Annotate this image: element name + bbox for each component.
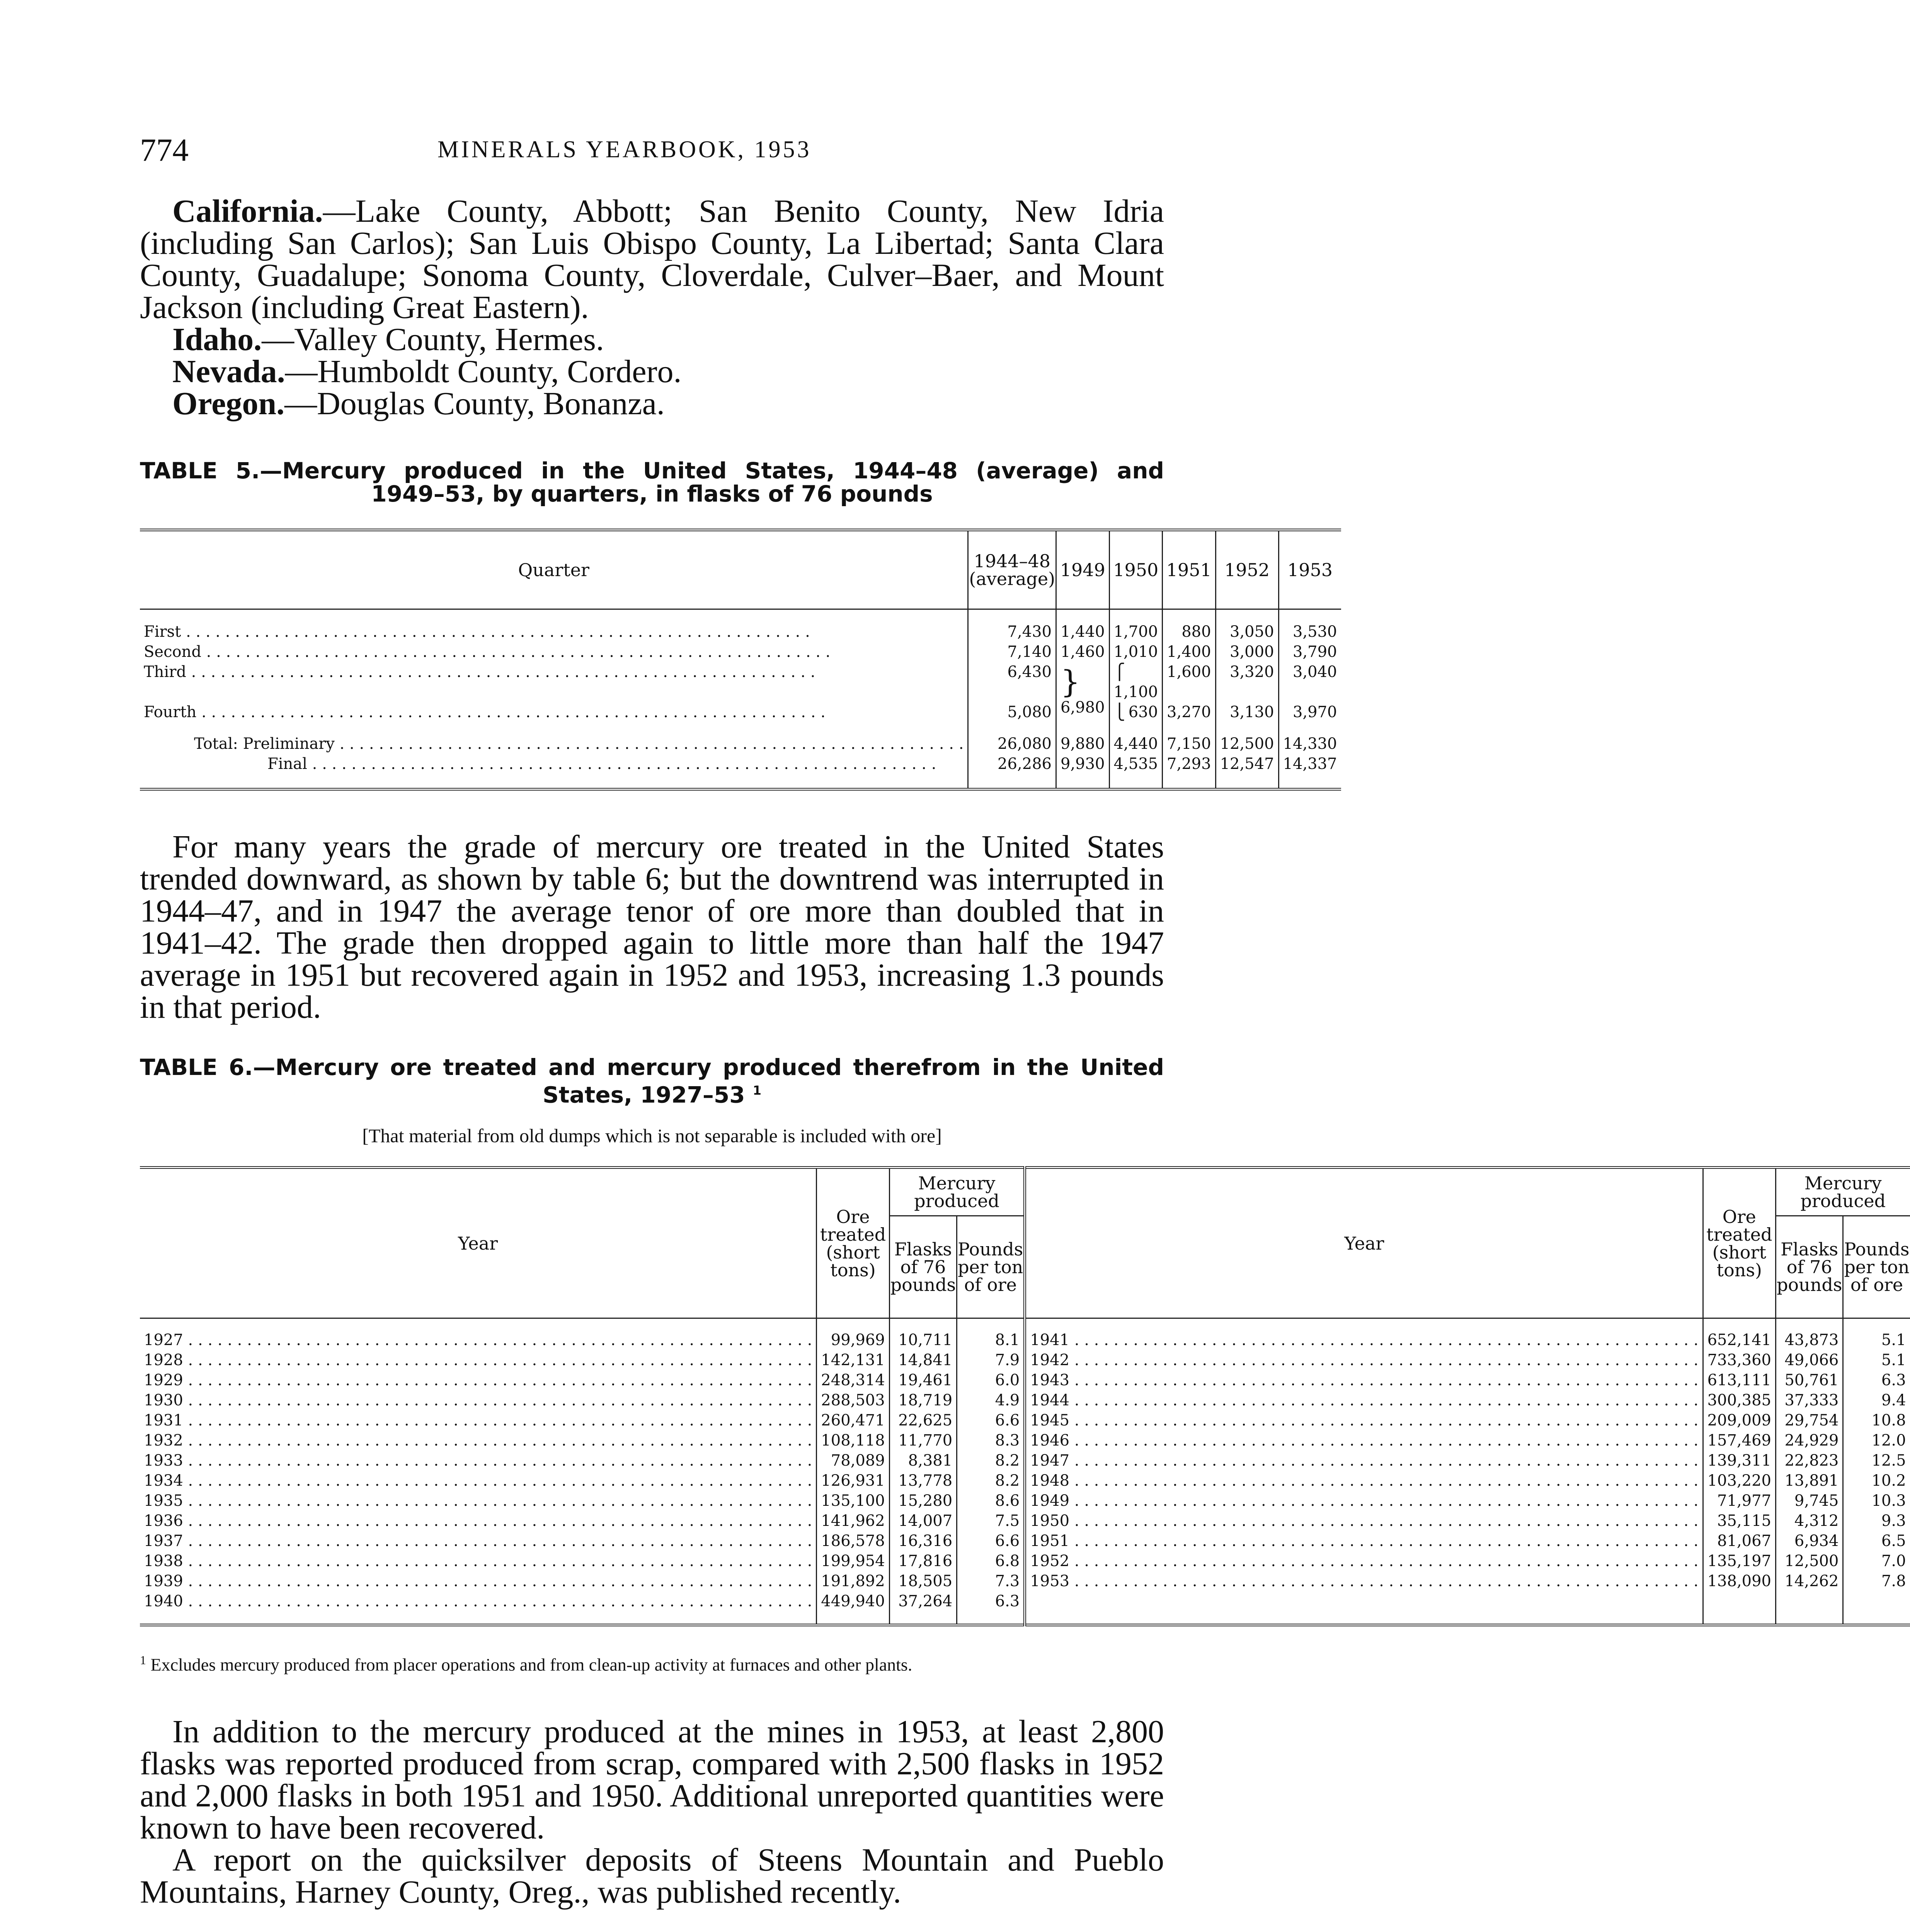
flasks-cell: 4,312 — [1776, 1511, 1843, 1531]
year-cell: 1937 . . . — [140, 1531, 817, 1551]
table6-subtitle: [That material from old dumps which is not separable is included with ore] — [362, 1125, 942, 1146]
brace-icon: ⎩ — [1113, 703, 1125, 721]
ore-cell: 99,969 — [817, 1330, 889, 1350]
year-cell: 1935 . . . — [140, 1491, 817, 1511]
table-row: Fourth . . . 5,080 ⎩ 630 3,270 3,130 3,970 — [140, 702, 1341, 722]
year-cell: 1950 . . . — [1025, 1511, 1703, 1531]
year-cell: 1934 . . . — [140, 1471, 817, 1491]
table-row — [140, 1471, 1910, 1491]
flasks-cell: 43,873 — [1776, 1330, 1843, 1350]
ore-cell: 139,311 — [1703, 1451, 1776, 1471]
year-cell: 1952 . . . — [1025, 1551, 1703, 1571]
pounds-cell: 8.3 — [957, 1430, 1025, 1451]
running-head — [140, 131, 1164, 174]
pounds-cell: 7.9 — [957, 1350, 1025, 1370]
book-title: MINERALS YEARBOOK, 1953 — [437, 136, 812, 163]
ore-cell: 613,111 — [1703, 1370, 1776, 1390]
table5-header-1951: 1951 — [1163, 530, 1216, 609]
ore-cell: 135,197 — [1703, 1551, 1776, 1571]
table-row: Total: Preliminary . . . 26,080 9,880 4,440 7,150 12,500 14,330 — [140, 734, 1341, 754]
year-cell: 1929 . . . — [140, 1370, 817, 1390]
year-cell: 1951 . . . — [1025, 1531, 1703, 1551]
pounds-cell: 8.2 — [957, 1471, 1025, 1491]
flasks-cell: 12,500 — [1776, 1551, 1843, 1571]
year-cell: 1948 . . . — [1025, 1471, 1703, 1491]
flasks-cell: 50,761 — [1776, 1370, 1843, 1390]
pounds-cell: 4.9 — [957, 1390, 1025, 1410]
year-cell: 1927 . . . — [140, 1330, 817, 1350]
flasks-cell — [1776, 1591, 1843, 1611]
flasks-cell: 24,929 — [1776, 1430, 1843, 1451]
paragraph-grade-trend: For many years the grade of mercury ore treated in the United States trended downward, as shown by table 6; but the downtrend was interrupted in 1944–47, and in 1947 the average tenor of ore more than doubled that in 1941–42. The grade then dropped again to little more than half the 1947 average in 1951 but recovered again in 1952 and 1953, increasing 1.3 pounds in that period. — [140, 829, 1164, 1025]
pounds-cell: 12.5 — [1871, 1451, 1906, 1469]
table-row — [140, 1451, 1910, 1471]
ore-cell: 138,090 — [1703, 1571, 1776, 1591]
table5-header-1952: 1952 — [1215, 530, 1278, 609]
year-cell: 1953 . . . — [1025, 1571, 1703, 1591]
flasks-cell: 37,264 — [889, 1591, 957, 1611]
pounds-cell: 7.5 — [957, 1511, 1025, 1531]
flasks-cell: 15,280 — [889, 1491, 957, 1511]
flasks-cell: 14,262 — [1776, 1571, 1843, 1591]
pounds-cell: 10.8 — [1871, 1411, 1906, 1429]
ore-cell: 142,131 — [817, 1350, 889, 1370]
year-cell: 1942 . . . — [1025, 1350, 1703, 1370]
flasks-cell: 18,505 — [889, 1571, 957, 1591]
table-row — [140, 1390, 1910, 1410]
pounds-cell: 8.1 — [957, 1330, 1025, 1350]
ore-cell: 71,977 — [1703, 1491, 1776, 1511]
table6-header-ore-left: Ore treated (short tons) — [817, 1168, 889, 1318]
year-cell: 1940 . . . — [140, 1591, 817, 1611]
table-row — [140, 1350, 1910, 1370]
year-cell: 1949 . . . — [1025, 1491, 1703, 1511]
flasks-cell: 13,778 — [889, 1471, 957, 1491]
pounds-cell: 8.6 — [957, 1491, 1025, 1511]
ore-cell: 135,100 — [817, 1491, 889, 1511]
table5-header-quarter: Quarter — [140, 530, 968, 609]
year-cell: 1936 . . . — [140, 1511, 817, 1531]
pounds-cell: 9.3 — [1881, 1512, 1906, 1530]
ore-cell: 733,360 — [1703, 1350, 1776, 1370]
year-cell: 1928 . . . — [140, 1350, 817, 1370]
pounds-cell — [1843, 1591, 1910, 1611]
table-row — [140, 1591, 1910, 1611]
ore-cell: 141,962 — [817, 1511, 889, 1531]
flasks-cell: 37,333 — [1776, 1390, 1843, 1410]
ore-cell: 81,067 — [1703, 1531, 1776, 1551]
table-row — [140, 1551, 1910, 1571]
table-row: Final . . . 26,286 9,930 4,535 7,293 12,547 14,337 — [140, 754, 1341, 774]
brace-icon: ⎧ — [1113, 663, 1125, 681]
year-cell: 1945 . . . — [1025, 1410, 1703, 1430]
flasks-cell: 22,823 — [1776, 1451, 1843, 1471]
ore-cell: 126,931 — [817, 1471, 889, 1491]
table5 — [140, 529, 1341, 791]
pounds-cell: 6.8 — [957, 1551, 1025, 1571]
table-row: Second . . . 7,140 1,460 1,010 1,400 3,000 3,790 — [140, 642, 1341, 662]
table5-header-avg: 1944–48 (average) — [968, 530, 1056, 609]
table-row — [140, 1571, 1910, 1591]
mine-list-idaho: Idaho.—Valley County, Hermes. — [172, 321, 604, 357]
flasks-cell: 8,381 — [889, 1451, 957, 1471]
table6-body — [140, 1318, 1910, 1625]
flasks-cell: 22,625 — [889, 1410, 957, 1430]
paragraph-scrap: In addition to the mercury produced at the mines in 1953, at least 2,800 flasks was reported produced from scrap, compared with 2,500 flasks in 1952 and 2,000 flasks in both 1951 and 1950. Additional unreported quantities were known to have been recovered. — [140, 1714, 1164, 1846]
flasks-cell: 11,770 — [889, 1430, 957, 1451]
pounds-cell: 6.5 — [1881, 1532, 1906, 1550]
mine-list — [140, 195, 1164, 420]
table-row — [140, 1410, 1910, 1430]
year-cell: 1946 . . . — [1025, 1430, 1703, 1451]
pounds-cell: 7.3 — [957, 1571, 1025, 1591]
year-cell: 1933 . . . — [140, 1451, 817, 1471]
flasks-cell: 16,316 — [889, 1531, 957, 1551]
year-cell: 1941 . . . — [1025, 1330, 1703, 1350]
pounds-cell: 6.3 — [957, 1591, 1025, 1611]
year-cell: 1939 . . . — [140, 1571, 817, 1591]
ore-cell: 78,089 — [817, 1451, 889, 1471]
pounds-cell: 6.6 — [957, 1410, 1025, 1430]
table-row — [140, 1511, 1910, 1531]
table6-header-ore-right: Ore treated (short tons) — [1703, 1168, 1776, 1318]
year-cell: 1938 . . . — [140, 1551, 817, 1571]
year-cell — [1025, 1591, 1703, 1611]
flasks-cell: 14,007 — [889, 1511, 957, 1531]
table6-header-mercury-left: Mercury produced — [889, 1168, 1025, 1216]
flasks-cell: 14,841 — [889, 1350, 957, 1370]
ore-cell: 199,954 — [817, 1551, 889, 1571]
table-row — [140, 1491, 1910, 1511]
pounds-cell: 9.4 — [1881, 1391, 1906, 1409]
flasks-cell: 17,816 — [889, 1551, 957, 1571]
ore-cell: 186,578 — [817, 1531, 889, 1551]
flasks-cell: 10,711 — [889, 1330, 957, 1350]
ore-cell: 191,892 — [817, 1571, 889, 1591]
ore-cell: 209,009 — [1703, 1410, 1776, 1430]
year-cell: 1932 . . . — [140, 1430, 817, 1451]
ore-cell: 300,385 — [1703, 1390, 1776, 1410]
ore-cell: 248,314 — [817, 1370, 889, 1390]
page-number: 774 — [140, 132, 189, 168]
table6-header-pounds-right: Pounds per ton of ore — [1844, 1239, 1910, 1295]
ore-cell: 103,220 — [1703, 1471, 1776, 1491]
mine-list-oregon: Oregon.—Douglas County, Bonanza. — [172, 386, 665, 422]
table6 — [140, 1166, 1910, 1626]
flasks-cell: 19,461 — [889, 1370, 957, 1390]
ore-cell: 35,115 — [1703, 1511, 1776, 1531]
year-cell: 1931 . . . — [140, 1410, 817, 1430]
footnote-ref: 1 — [752, 1083, 762, 1098]
table5-title: TABLE 5.—Mercury produced in the United States, 1944–48 (average) and 1949–53, by quarters, in flasks of 76 pounds — [140, 457, 1164, 507]
flasks-cell: 18,719 — [889, 1390, 957, 1410]
ore-cell: 108,118 — [817, 1430, 889, 1451]
table-row — [140, 1370, 1910, 1390]
table-row: First . . . 7,430 1,440 1,700 880 3,050 3,530 — [140, 622, 1341, 642]
mine-list-california: California.—Lake County, Abbott; San Benito County, New Idria (including San Carlos); San Luis Obispo County, La Libertad; Santa Clara County, Guadalupe; Sonoma County, Cloverdale, Culver–Baer, and Mount Jackson (including Great Eastern). — [140, 193, 1164, 325]
flasks-cell: 9,745 — [1776, 1491, 1843, 1511]
table-row: Third . . . 6,430 } 6,980 ⎧ 1,100 1,600 3,320 3,040 — [140, 662, 1341, 702]
pounds-cell: 5.1 — [1881, 1331, 1906, 1349]
mine-list-nevada: Nevada.—Humboldt County, Cordero. — [172, 354, 682, 389]
paragraph-report: A report on the quicksilver deposits of Steens Mountain and Pueblo Mountains, Harney County, Oreg., was published recently. — [140, 1842, 1164, 1910]
table-row — [140, 1531, 1910, 1551]
pounds-cell: 5.1 — [1881, 1351, 1906, 1369]
pounds-cell: 8.2 — [957, 1451, 1025, 1471]
pounds-cell: 7.8 — [1881, 1572, 1906, 1590]
ore-cell: 652,141 — [1703, 1330, 1776, 1350]
ore-cell: 449,940 — [817, 1591, 889, 1611]
ore-cell — [1703, 1591, 1776, 1611]
table6-title: TABLE 6.—Mercury ore treated and mercury produced therefrom in the United States, 1927–53 $^1$ — [140, 1054, 1164, 1108]
flasks-cell: 49,066 — [1776, 1350, 1843, 1370]
table6-header-flasks-right: Flasks of 76 pounds — [1776, 1216, 1843, 1318]
brace-icon: } — [1061, 663, 1080, 700]
table6-header-year-left: Year — [140, 1168, 817, 1318]
flasks-cell: 29,754 — [1776, 1410, 1843, 1430]
pounds-cell: 6.0 — [957, 1370, 1025, 1390]
flasks-cell: 13,891 — [1776, 1471, 1843, 1491]
table5-header-1950: 1950 — [1109, 530, 1163, 609]
table6-header-pounds-left: Pounds per ton of ore — [957, 1216, 1025, 1318]
table6-header-mercury-right: Mercury produced — [1776, 1168, 1910, 1216]
year-cell: 1930 . . . — [140, 1390, 817, 1410]
table5-header-1953: 1953 — [1287, 560, 1333, 580]
pounds-cell: 10.3 — [1871, 1492, 1906, 1510]
table5-header-1949: 1949 — [1056, 530, 1110, 609]
table6-header-year-right: Year — [1025, 1168, 1703, 1318]
pounds-cell: 6.6 — [957, 1531, 1025, 1551]
year-cell: 1944 . . . — [1025, 1390, 1703, 1410]
table-row — [140, 1430, 1910, 1451]
ore-cell: 260,471 — [817, 1410, 889, 1430]
flasks-cell: 6,934 — [1776, 1531, 1843, 1551]
ore-cell: 288,503 — [817, 1390, 889, 1410]
closing-paragraphs — [140, 1716, 1164, 1908]
year-cell: 1943 . . . — [1025, 1370, 1703, 1390]
pounds-cell: 7.0 — [1881, 1552, 1906, 1570]
year-cell: 1947 . . . — [1025, 1451, 1703, 1471]
pounds-cell: 6.3 — [1881, 1371, 1906, 1389]
ore-cell: 157,469 — [1703, 1430, 1776, 1451]
table6-footnote: $^1$ Excludes mercury produced from placer operations and from clean-up activity at furnaces and other plants. — [140, 1653, 912, 1675]
pounds-cell: 12.0 — [1871, 1431, 1906, 1449]
table-row — [140, 1330, 1910, 1350]
table5-1949-combined: } 6,980 — [1056, 662, 1110, 722]
pounds-cell: 10.2 — [1871, 1471, 1906, 1490]
table6-header-flasks-left: Flasks of 76 pounds — [889, 1216, 957, 1318]
